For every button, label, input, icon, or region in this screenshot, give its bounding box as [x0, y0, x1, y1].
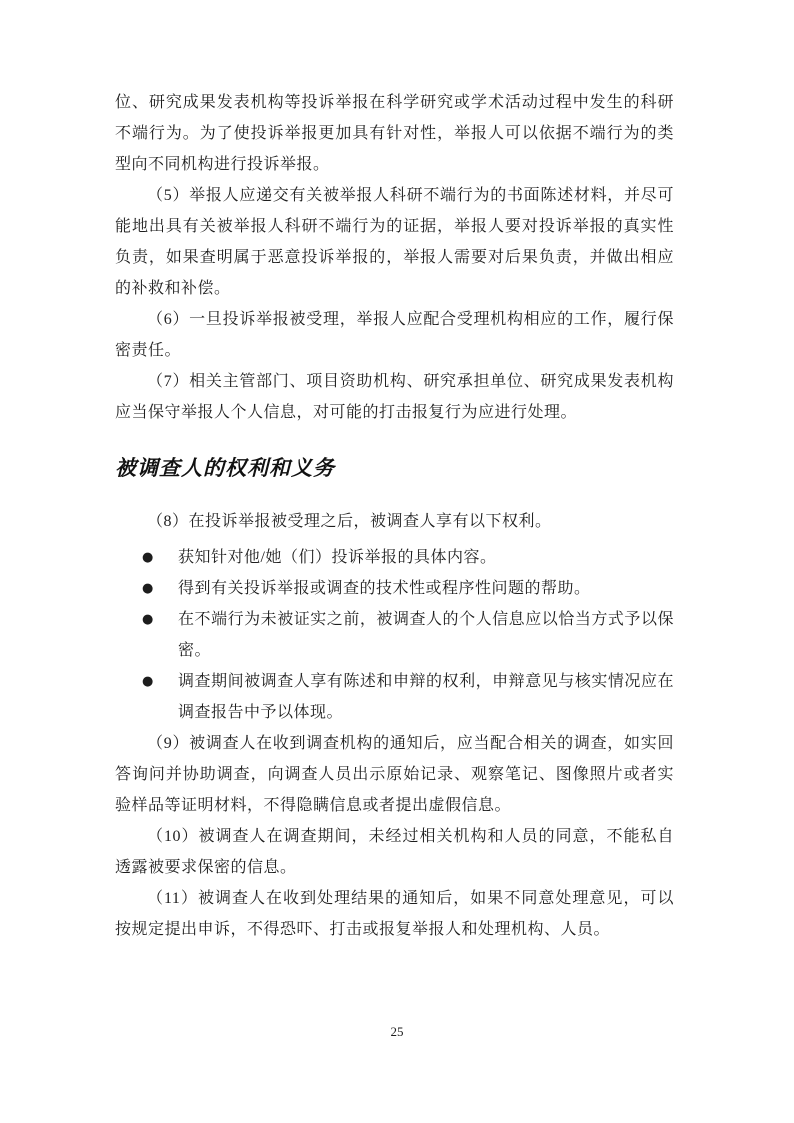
bullet-icon: ●: [142, 581, 154, 596]
section-heading: 被调查人的权利和义务: [115, 457, 335, 480]
bullet-icon: ●: [142, 550, 154, 565]
paragraph-item-6: （6）一旦投诉举报被受理，举报人应配合受理机构相应的工作，履行保密责任。: [115, 311, 674, 359]
list-item: [115, 573, 674, 604]
paragraph-item-11: （11）被调查人在收到处理结果的通知后，如果不同意处理意见，可以按规定提出申诉，不得恐吓、打击或报复举报人和处理机构、人员。: [115, 890, 674, 938]
page-content: [115, 87, 674, 945]
bullet-text: 调查期间被调查人享有陈述和申辩的权利，申辩意见与核实情况应在调查报告中予以体现。: [178, 673, 674, 721]
paragraph-continuation: 位、研究成果发表机构等投诉举报在科学研究或学术活动过程中发生的科研不端行为。为了使投诉举报更加具有针对性，举报人可以依据不端行为的类型向不同机构进行投诉举报。: [115, 94, 674, 173]
list-item: [115, 542, 674, 573]
paragraph-item-10: （10）被调查人在调查期间，未经过相关机构和人员的同意，不能私自透露被要求保密的信息。: [115, 828, 674, 876]
paragraph-item-9: （9）被调查人在收到调查机构的通知后，应当配合相关的调查，如实回答询问并协助调查，向调查人员出示原始记录、观察笔记、图像照片或者实验样品等证明材料，不得隐瞒信息或者提出虚假信息。: [115, 735, 674, 814]
bullet-icon: ●: [142, 674, 154, 689]
bullet-text: 得到有关投诉举报或调查的技术性或程序性问题的帮助。: [178, 580, 591, 597]
bullet-icon: ●: [142, 612, 154, 627]
list-item: [115, 666, 674, 728]
paragraph-item-8: （8）在投诉举报被受理之后，被调查人享有以下权利。: [147, 513, 552, 530]
page-number: 25: [390, 1024, 404, 1039]
bullet-text: 获知针对他/她（们）投诉举报的具体内容。: [178, 549, 497, 566]
bullet-text: 在不端行为未被证实之前，被调查人的个人信息应以恰当方式予以保密。: [178, 611, 674, 659]
bullet-list: [115, 542, 674, 728]
list-item: [115, 604, 674, 666]
paragraph-item-5: （5）举报人应递交有关被举报人科研不端行为的书面陈述材料，并尽可能地出具有关被举报人科研不端行为的证据，举报人要对投诉举报的真实性负责，如果查明属于恶意投诉举报的，举报人需要对后果负责，并做出相应的补救和补偿。: [115, 187, 674, 297]
paragraph-item-7: （7）相关主管部门、项目资助机构、研究承担单位、研究成果发表机构应当保守举报人个人信息，对可能的打击报复行为应进行处理。: [115, 373, 674, 421]
